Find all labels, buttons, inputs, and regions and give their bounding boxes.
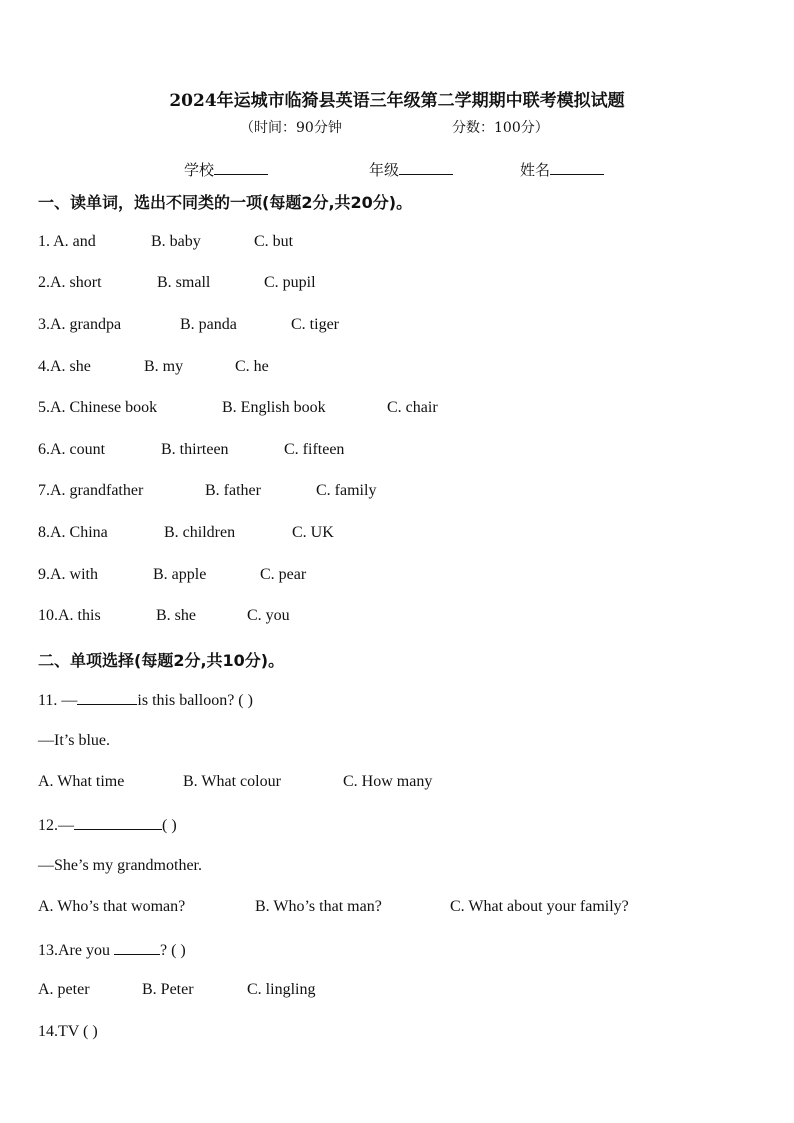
answer-blank[interactable]	[74, 815, 162, 830]
question-prefix: 11. —	[38, 692, 78, 709]
question-7	[38, 482, 377, 500]
question-1	[38, 233, 294, 251]
option-a: 5.A. Chinese book	[38, 399, 158, 416]
section-2-title: 二、单项选择(每题2分,共10分)。	[38, 651, 285, 670]
option-a: 1. A. and	[38, 233, 96, 250]
question-12-reply: —She’s my grandmother.	[38, 857, 202, 874]
question-3	[38, 316, 339, 334]
name-label: 姓名	[520, 161, 551, 179]
option-a: 4.A. she	[38, 358, 91, 375]
option-a: 9.A. with	[38, 566, 98, 583]
question-4	[38, 358, 269, 376]
grade-label: 年级	[369, 161, 400, 179]
option-a: A. peter	[38, 981, 90, 998]
option-c: C. fifteen	[284, 441, 345, 458]
option-b: B. children	[164, 524, 236, 541]
option-a: 8.A. China	[38, 524, 108, 541]
option-b: B. father	[205, 482, 261, 499]
option-b: B. Peter	[142, 981, 194, 998]
question-prefix: 13.Are you	[38, 942, 110, 959]
option-c: C. you	[247, 607, 290, 624]
question-13	[38, 940, 186, 960]
grade-blank[interactable]	[399, 160, 453, 175]
option-b: B. Who’s that man?	[255, 898, 382, 915]
school-label: 学校	[184, 161, 215, 179]
question-text: ( )	[162, 817, 177, 834]
question-9	[38, 566, 307, 584]
question-11-reply: —It’s blue.	[38, 732, 110, 749]
answer-blank[interactable]	[114, 940, 160, 955]
option-a: A. Who’s that woman?	[38, 898, 186, 915]
option-c: C. tiger	[291, 316, 339, 333]
option-a: 10.A. this	[38, 607, 101, 624]
option-a: A. What time	[38, 773, 125, 790]
answer-blank[interactable]	[77, 690, 137, 705]
name-blank[interactable]	[550, 160, 604, 175]
exam-time: （时间：90分钟	[240, 120, 342, 136]
option-b: B. apple	[153, 566, 207, 583]
question-10	[38, 607, 290, 625]
question-14: 14.TV ( )	[38, 1023, 98, 1040]
name-field	[520, 159, 604, 180]
option-c: C. pear	[260, 566, 307, 583]
question-text: is this balloon? ( )	[137, 692, 253, 709]
option-a: 7.A. grandfather	[38, 482, 144, 499]
option-b: B. baby	[151, 233, 201, 250]
option-b: B. my	[144, 358, 184, 375]
question-prefix: 12.—	[38, 817, 74, 834]
question-8	[38, 524, 334, 542]
school-blank[interactable]	[214, 160, 268, 175]
option-b: B. panda	[180, 316, 237, 333]
question-12	[38, 815, 177, 835]
section-1-title: 一、读单词，选出不同类的一项(每题2分,共20分)。	[38, 193, 413, 212]
question-12-options	[38, 898, 629, 916]
exam-score: 分数：100分）	[452, 120, 549, 136]
question-5	[38, 399, 438, 417]
option-c: C. UK	[292, 524, 334, 541]
option-b: B. small	[157, 274, 211, 291]
option-a: 2.A. short	[38, 274, 102, 291]
option-c: C. How many	[343, 773, 433, 790]
school-field	[184, 159, 268, 180]
grade-field	[369, 159, 453, 180]
question-11	[38, 690, 253, 710]
option-c: C. but	[254, 233, 294, 250]
option-c: C. lingling	[247, 981, 316, 998]
option-b: B. she	[156, 607, 196, 624]
option-b: B. thirteen	[161, 441, 229, 458]
option-c: C. he	[235, 358, 269, 375]
option-b: B. English book	[222, 399, 326, 416]
option-c: C. pupil	[264, 274, 316, 291]
question-11-options	[38, 773, 433, 791]
question-13-options	[38, 981, 316, 999]
option-c: C. family	[316, 482, 377, 499]
question-2	[38, 274, 316, 292]
option-b: B. What colour	[183, 773, 281, 790]
option-a: 3.A. grandpa	[38, 316, 122, 333]
option-a: 6.A. count	[38, 441, 106, 458]
question-text: ? ( )	[159, 942, 186, 959]
option-c: C. chair	[387, 399, 438, 416]
page-title: 2024年运城市临猗县英语三年级第二学期期中联考模拟试题	[169, 91, 625, 111]
option-c: C. What about your family?	[450, 898, 629, 915]
question-6	[38, 441, 345, 459]
